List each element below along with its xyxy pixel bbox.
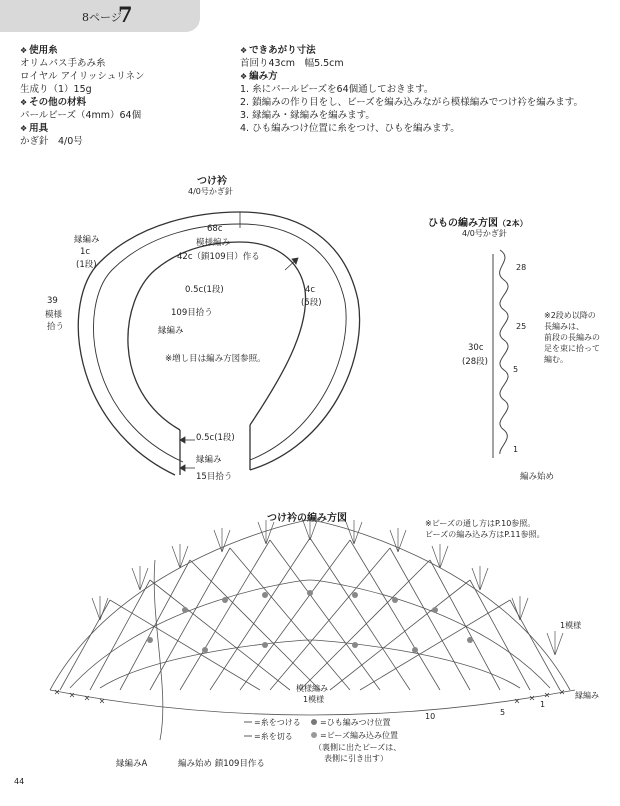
fan-stitch — [132, 566, 148, 590]
cord-row-28: 28 — [516, 263, 527, 272]
label-pick-109: 109目拾う — [171, 308, 213, 318]
cord-row-5: 5 — [513, 365, 519, 374]
label-num-5: 5 — [500, 708, 506, 717]
label-pick: 拾う — [47, 322, 65, 332]
label-42c: 42c（鎖109目）作る — [177, 252, 260, 262]
label-moyo: 模様 — [45, 310, 63, 320]
cord-row-1: 1 — [513, 445, 519, 454]
legend-cut: =糸を切る — [254, 732, 293, 741]
tools-heading: ❖ 用具 — [20, 122, 230, 135]
cord-note-line: 長編みは、 — [544, 322, 584, 331]
label-edge-bottom: 縁編み — [196, 455, 222, 465]
pattern-outer-arc — [50, 520, 570, 690]
fan-stitch — [472, 566, 488, 590]
bead-marker — [352, 642, 358, 648]
bead-marker — [262, 592, 268, 598]
label-edge-inner: 縁編み — [158, 326, 184, 336]
fan-stitch — [214, 528, 230, 552]
fan-stitch — [346, 520, 362, 544]
legend-cord-position: =ひも編みつけ位置 — [320, 718, 391, 727]
label-1c: 1c — [80, 247, 91, 257]
fan-stitch — [390, 528, 406, 552]
pattern-title: つけ衿の編み方図 — [267, 513, 347, 524]
method-step: 4. ひも編みつけ位置に糸をつけ、ひもを編みます。 — [240, 123, 460, 134]
cord-start: 編み始め — [520, 472, 555, 482]
bead-marker — [222, 597, 228, 603]
label-1c-rows: (1段) — [76, 260, 97, 270]
collar-hook: 4/0号かぎ針 — [188, 187, 233, 196]
cord-rows: (28段) — [462, 357, 488, 367]
bead-marker — [352, 592, 358, 598]
collar-title: つけ衿 — [197, 176, 227, 187]
other-materials-line: パールビーズ（4mm）64個 — [20, 110, 142, 121]
label-pattern-stitch: 模様編み — [296, 684, 328, 693]
label-4c: 4c — [305, 285, 316, 295]
legend-attach: =糸をつける — [254, 718, 301, 727]
page-number: 44 — [14, 777, 25, 786]
item-number: 7 — [118, 2, 133, 27]
bead-marker — [392, 597, 398, 603]
label-05c-bottom: 0.5c(1段) — [196, 433, 235, 443]
bead-ref-line: ビーズの編み込み方はP.11参照。 — [425, 530, 545, 539]
label-pattern-repeat: 1模様 — [303, 695, 325, 704]
label-edge-a: 縁編みA — [116, 759, 148, 769]
bead-marker — [412, 647, 418, 653]
label-pattern-start: 編み始め 鎖109目作る — [178, 759, 265, 769]
pattern-mid-arc — [70, 580, 550, 688]
bead-marker — [147, 637, 153, 643]
cord-note-line: ※2段め以降の — [544, 311, 596, 320]
legend-bead-position: =ビーズ編み込み位置 — [320, 731, 398, 740]
cord-note-line: 足を束に拾って — [544, 344, 600, 353]
label-pick-15: 15目拾う — [196, 472, 233, 482]
page-prefix: 8ページ — [82, 11, 122, 24]
tools-line: かぎ針 4/0号 — [20, 136, 83, 147]
fan-stitch — [258, 520, 274, 544]
cord-row-25: 25 — [516, 322, 527, 331]
other-materials-heading: ❖ その他の材料 — [20, 96, 230, 109]
label-4c-rows: (5段) — [301, 298, 322, 308]
cord-count: （2本） — [498, 219, 528, 228]
label-num-1: 1 — [540, 700, 546, 709]
finish-line: 首回り43cm 幅5.5cm — [240, 58, 344, 69]
bead-ref-line: ※ビーズの通し方はP.10参照。 — [425, 519, 536, 528]
legend-bead-note: （裏側に出たビーズは、 — [314, 743, 402, 752]
label-num-10: 10 — [425, 712, 436, 721]
label-edge-right: 縁編み — [575, 691, 599, 700]
bead-marker — [467, 637, 473, 643]
collar-note: ※増し目は編み方図参照。 — [165, 354, 266, 364]
label-one-repeat: 1模様 — [560, 621, 582, 630]
finish-heading: ❖ できあがり寸法 — [240, 44, 610, 57]
method-step: 2. 鎖編みの作り目をし、ビーズを編み込みながら模様編みでつけ衿を編みます。 — [240, 97, 583, 108]
label-68c: 68c — [207, 224, 223, 234]
bead-marker — [432, 607, 438, 613]
fan-stitch — [547, 631, 563, 655]
method-heading: ❖ 編み方 — [240, 70, 610, 83]
yarn-line: 生成り（1）15g — [20, 84, 92, 95]
bead-marker — [262, 642, 268, 648]
bead-marker — [307, 590, 313, 596]
bead-marker — [202, 647, 208, 653]
method-step: 3. 縁編み・縁編みを編みます。 — [240, 110, 375, 121]
yarn-heading: ❖ 使用糸 — [20, 44, 230, 57]
cord-title-text: ひもの編み方図 — [428, 218, 498, 229]
pattern-inner-arc — [100, 640, 520, 688]
yarn-line: オリムパス手あみ糸 — [20, 58, 106, 69]
fan-stitch — [302, 516, 318, 540]
label-05c-top: 0.5c(1段) — [185, 285, 224, 295]
label-pattern: 模様編み — [196, 238, 231, 248]
cord-length: 30c — [468, 343, 484, 353]
legend-bead-note: 表側に引き出す） — [324, 754, 388, 763]
label-edge-left: 縁編み — [74, 235, 100, 245]
cord-note-line: 前段の長編みの — [544, 333, 600, 342]
bead-position-symbol — [311, 732, 317, 738]
label-39: 39 — [47, 296, 58, 306]
cord-position-symbol — [311, 719, 317, 725]
method-step: 1. 糸にパールビーズを64個通しておきます。 — [240, 84, 434, 95]
cord-hook: 4/0号かぎ針 — [462, 229, 507, 238]
yarn-line: ロイヤル アイリッシュリネン — [20, 71, 145, 82]
bead-marker — [182, 607, 188, 613]
cord-note-line: 編む。 — [544, 355, 568, 364]
